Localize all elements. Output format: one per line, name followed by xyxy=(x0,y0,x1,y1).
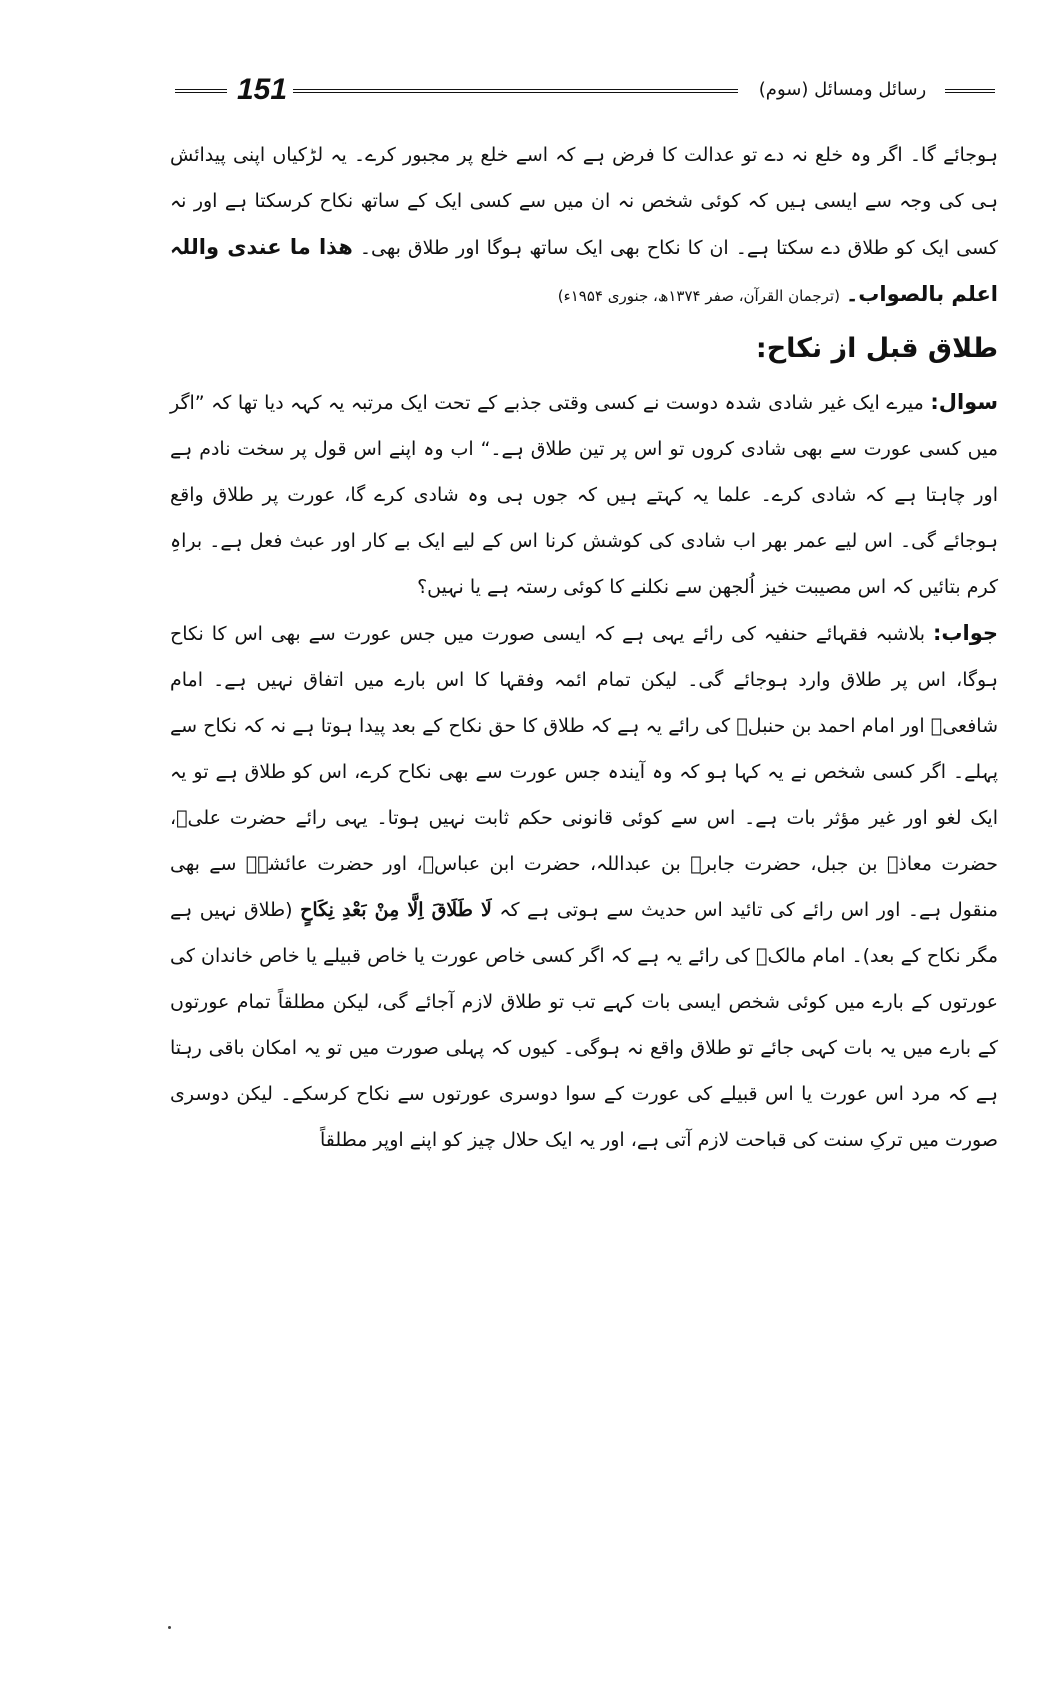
hadith-quote: لَا طَلَاقَ اِلَّا مِنْ بَعْدِ نِكَاحٍ xyxy=(300,899,492,921)
answer-paragraph xyxy=(170,610,998,1163)
answer-text-part-2: (طلاق نہیں ہے مگر نکاح کے بعد)۔ امام مالکؒ کی رائے یہ ہے کہ اگر کسی خاص عورت یا خاص قبیلے یا خاص خاندان کی عورتوں کے بارے میں کوئی شخص ایسی بات کہے تب تو طلاق لازم آجائے گی، لیکن مطلقاً تمام عورتوں کے بارے میں یہ بات کہی جائے تو طلاق واقع نہ ہوگی۔ کیوں کہ پہلی صورت میں تو یہ امکان باقی رہتا ہے کہ مرد اس عورت یا اس قبیلے کی عورت کے سوا دوسری عورتوں سے نکاح کرسکے۔ لیکن دوسری صورت میں ترکِ سنت کی قباحت لازم آتی ہے، اور یہ ایک حلال چیز کو اپنے اوپر مطلقاً xyxy=(170,899,998,1151)
question-label: سوال: xyxy=(930,390,998,414)
header-rule-right xyxy=(945,89,995,93)
question-paragraph xyxy=(170,379,998,610)
question-text: میرے ایک غیر شادی شدہ دوست نے کسی وقتی جذبے کے تحت ایک مرتبہ یہ کہہ دیا تھا کہ ”اگر میں کسی عورت سے بھی شادی کروں تو اس پر تین طلاق ہے۔“ اب وہ اپنے اس قول پر سخت نادم ہے اور چاہتا ہے کہ شادی کرے۔ علما یہ کہتے ہیں کہ جوں ہی وہ شادی کرے گا، عورت پر طلاق واقع ہوجائے گی۔ اس لیے عمر بھر اب شادی کی کوشش کرنا اس کے لیے ایک بے کار اور عبث فعل ہے۔ براہِ کرم بتائیں کہ اس مصیبت خیز اُلجھن سے نکلنے کا کوئی رستہ ہے یا نہیں؟ xyxy=(170,392,998,598)
page-number: 151 xyxy=(236,73,288,106)
header-rule-left xyxy=(175,89,227,93)
section-heading: طلاق قبل از نکاح: xyxy=(755,333,998,364)
header-rule-middle xyxy=(293,89,738,93)
source-citation: (ترجمان القرآن، صفر ۱۳۷۴ھ، جنوری ۱۹۵۴ء) xyxy=(557,287,840,305)
intro-text: ہوجائے گا۔ اگر وہ خلع نہ دے تو عدالت کا فرض ہے کہ اسے خلع پر مجبور کرے۔ یہ لڑکیاں اپنی پیدائش ہی کی وجہ سے ایسی ہیں کہ کوئی شخص نہ ان میں سے کسی ایک کے ساتھ نکاح کرسکتا ہے اور نہ کسی ایک کو طلاق دے سکتا ہے۔ ان کا نکاح بھی ایک ساتھ ہوگا اور طلاق بھی۔ xyxy=(170,144,998,259)
scan-speck xyxy=(168,1626,171,1629)
intro-paragraph xyxy=(170,132,998,319)
closing-emphasis: ھذا ما عندی واللہ اعلم بالصواب۔ xyxy=(170,235,998,306)
body-text xyxy=(170,132,998,1163)
answer-label: جواب: xyxy=(933,621,999,645)
answer-text-part-1: بلاشبہ فقہائے حنفیہ کی رائے یہی ہے کہ ایسی صورت میں جس عورت سے بھی اس کا نکاح ہوگا، اس پر طلاق وارد ہوجائے گی۔ لیکن تمام ائمہ وفقہا کا اس بارے میں اتفاق نہیں ہے۔ امام شافعیؒ اور امام احمد بن حنبلؒ کی رائے یہ ہے کہ طلاق کا حق نکاح کے بعد پیدا ہوتا ہے نہ کہ نکاح سے پہلے۔ اگر کسی شخص نے یہ کہا ہو کہ وہ آیندہ جس عورت سے بھی نکاح کرے، اس کو طلاق ہے تو یہ ایک لغو اور غیر مؤثر بات ہے۔ اس سے کوئی قانونی حکم ثابت نہیں ہوتا۔ یہی رائے حضرت علیؓ، حضرت معاذؓ بن جبل، حضرت جابرؓ بن عبداللہ، حضرت ابن عباسؓ، اور حضرت عائشہؓ سے بھی منقول ہے۔ اور اس رائے کی تائید اس حدیث سے ہوتی ہے کہ xyxy=(170,623,998,921)
page-header xyxy=(175,70,995,110)
running-title: رسائل ومسائل (سوم) xyxy=(758,79,927,100)
